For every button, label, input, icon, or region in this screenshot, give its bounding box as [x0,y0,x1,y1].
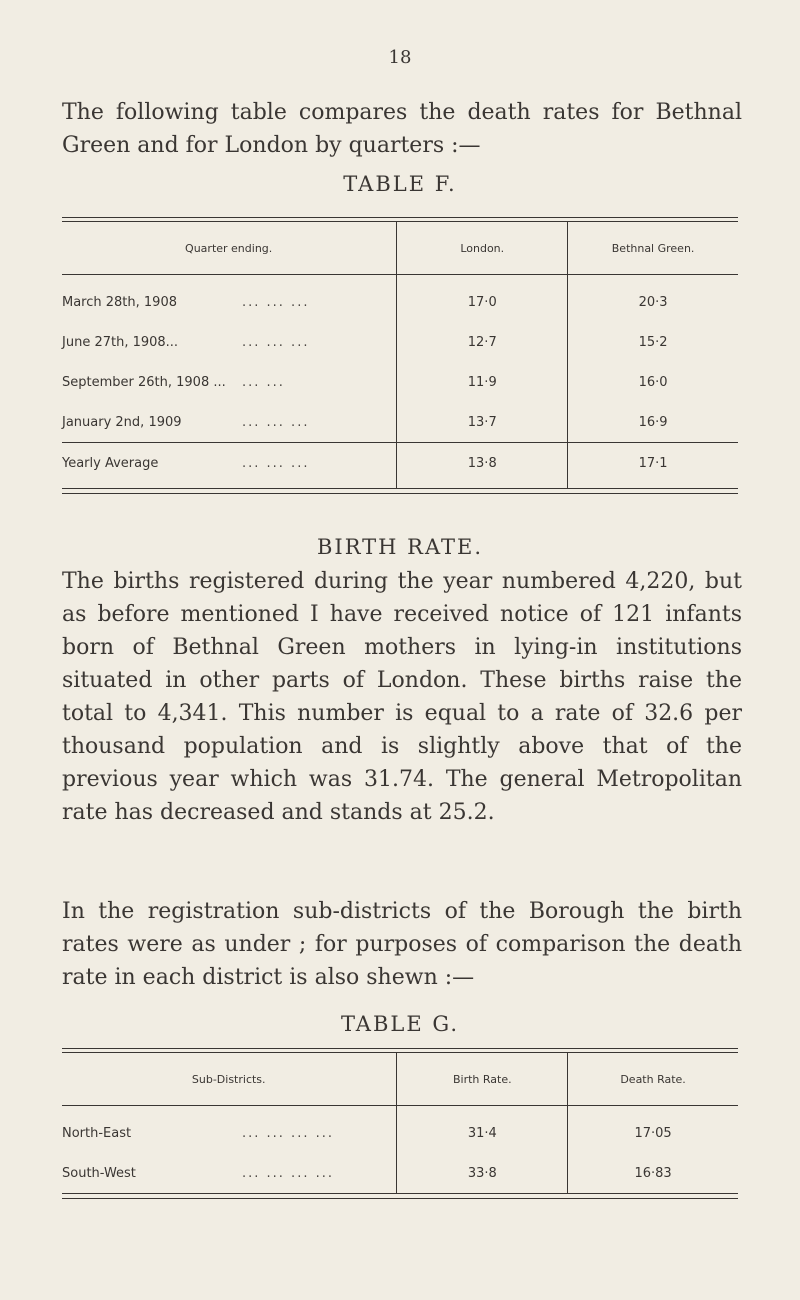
row-dots: ... ... ... ... [242,1165,334,1181]
header-birth-rate: Birth Rate. [397,1053,568,1106]
header-quarter-ending: Quarter ending. [62,222,397,275]
row-label: March 28th, 1908 [62,294,177,310]
london-value: 17·0 [397,275,568,322]
table-g-caption: TABLE G. [340,1012,460,1036]
header-london: London. [397,222,568,275]
table-row [62,1106,738,1153]
table-row [62,322,738,362]
table-row [62,362,738,402]
header-sub-districts: Sub-Districts. [62,1053,397,1106]
bethnal-green-average: 17·1 [568,443,738,489]
london-value: 11·9 [397,362,568,402]
table-f-caption: TABLE F. [343,172,457,196]
bethnal-green-value: 15·2 [568,322,738,362]
table-row [62,275,738,322]
yearly-average-row [62,443,738,489]
london-value: 12·7 [397,322,568,362]
london-value: 13·7 [397,402,568,443]
row-dots: ... ... [242,374,285,390]
birth-rate-paragraph: The births registered during the year numbered 4,220, but as before mentioned I have received notice of 121 infants born of Bethnal Green mothers in lying-in institutions situated in other parts of London. These births raise the total to 4,341. This number is equal to a rate of 32.6 per thousand population and is slightly above that of the previous year which was 31.74. The general Metropolitan rate has decreased and stands at 25.2. [62,569,742,825]
bethnal-green-value: 16·0 [568,362,738,402]
row-label: September 26th, 1908 ... [62,374,226,390]
row-label: June 27th, 1908... [62,334,179,350]
row-dots: ... ... ... [242,334,310,350]
row-label: South-West [62,1165,136,1181]
header-bethnal-green: Bethnal Green. [568,222,738,275]
header-death-rate: Death Rate. [568,1053,738,1106]
row-dots: ... ... ... [242,455,310,471]
table-g [62,1052,738,1194]
intro-paragraph: The following table compares the death rates for Bethnal Green and for London by quarters :— [62,100,742,158]
london-average: 13·8 [397,443,568,489]
death-rate-value: 16·83 [568,1153,738,1193]
row-label: North-East [62,1125,132,1141]
bethnal-green-value: 20·3 [568,275,738,322]
bethnal-green-value: 16·9 [568,402,738,443]
table-row [62,1153,738,1193]
birth-rate-value: 31·4 [397,1106,568,1153]
page-number: 18 [388,47,412,68]
birth-rate-heading: BIRTH RATE. [316,535,483,559]
row-label: Yearly Average [62,455,159,471]
row-dots: ... ... ... ... [242,1125,334,1141]
row-dots: ... ... ... [242,294,310,310]
row-label: January 2nd, 1909 [62,414,182,430]
table-f [62,221,738,489]
birth-rate-value: 33·8 [397,1153,568,1193]
table-row [62,402,738,443]
sub-districts-paragraph: In the registration sub-districts of the Borough the birth rates were as under ; for purposes of comparison the death rate in each district is also shewn :— [62,899,742,990]
row-dots: ... ... ... [242,414,310,430]
death-rate-value: 17·05 [568,1106,738,1153]
